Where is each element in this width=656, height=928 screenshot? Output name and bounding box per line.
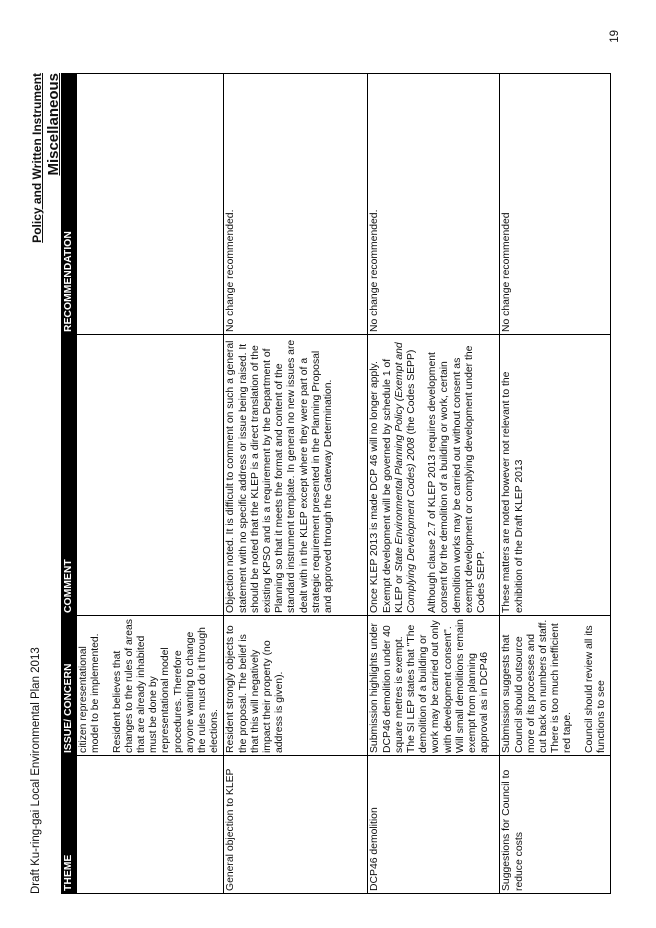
issue-cell xyxy=(368,616,500,756)
column-header-theme: THEME xyxy=(62,756,77,894)
issue-cell xyxy=(500,616,611,756)
comment-cell xyxy=(77,335,224,616)
comment-paragraph: Objection noted. It is difficult to comment on such a general statement with no specific address or issue being raised. It should be noted that the KLEP is a direct translation of the existing KPSO and is a requirement by the Department of Planning so that it meets the format and content of the standard instrument template. In general no new issues are dealt with in the KLEP except where they were part of a strategic requirement presented in the Planning Proposal and approved through the Gateway Determination. xyxy=(225,339,335,613)
issue-cell xyxy=(77,616,224,756)
recommendation-cell: No change recommended. xyxy=(368,74,500,335)
comment-paragraph xyxy=(369,337,418,613)
issue-paragraph: Submission highlights under DCP46 demolition under 40 square metres is exempt. The SI LEP states that "The demolition of a building or work may be carried out only with development consent". Will small demolitions remain exempt from planning approval as in DCP46 xyxy=(369,619,491,753)
comment-text: (the Codes SEPP) xyxy=(406,349,418,438)
issue-cell xyxy=(224,616,368,756)
theme-cell xyxy=(77,756,224,894)
comment-cell xyxy=(368,335,500,616)
issue-paragraph: Submission suggests that Council should outsource more of its processes and cut back on numbers of staff. There is too much inefficient red tape. xyxy=(501,619,574,753)
issue-paragraph: Council should review all its functions to see xyxy=(583,625,607,753)
comment-paragraph: Although clause 2.7 of KLEP 2013 requires development consent for the demolition of a building or work, certain demolition works may be carried out without consent as exempt development or complying development under the Codes SEPP. xyxy=(427,345,488,613)
page-number: 19 xyxy=(609,30,621,43)
table-row xyxy=(224,74,368,894)
comment-paragraph: These matters are noted however not relevant to the exhibition of the Draft KLEP 2013 xyxy=(501,371,525,613)
theme-cell: General objection to KLEP xyxy=(224,756,368,894)
recommendation-cell: No change recommended. xyxy=(224,74,368,335)
column-header-issue: ISSUE/ CONCERN xyxy=(62,616,77,756)
theme-cell: Suggestions for Council to reduce costs xyxy=(500,756,611,894)
issue-paragraph: citizen representational model to be implemented. xyxy=(78,633,102,753)
table-header-row xyxy=(62,74,77,894)
theme-cell: DCP46 demolition xyxy=(368,756,500,894)
column-header-recommendation: RECOMMENDATION xyxy=(62,74,77,335)
issue-paragraph: Resident strongly objects to the proposal. The belief is that this will negatively impact their property (no address is given). xyxy=(225,625,286,753)
comment-cell xyxy=(224,335,368,616)
document-subtitle: Policy and Written Instrument xyxy=(30,73,44,243)
table-row xyxy=(500,74,611,894)
document-title: Draft Ku-ring-gai Local Environmental Plan 2013 xyxy=(30,647,42,894)
comment-cell xyxy=(500,335,611,616)
table-row xyxy=(368,74,500,894)
recommendation-cell xyxy=(77,74,224,335)
table-row xyxy=(77,74,224,894)
issue-paragraph: Resident believes that changes to the rules of areas that are already inhabited must be done by representational model procedures. Therefore anyone wanting to change the rules must do it through elections. xyxy=(111,618,221,753)
column-header-comment: COMMENT xyxy=(62,335,77,616)
section-title: Miscellaneous xyxy=(45,73,62,176)
comment-text: Once KLEP 2013 is made DCP 46 will no longer apply. Exempt development will be governed by schedule 1 of KLEP or xyxy=(369,358,405,613)
recommendation-cell: No change recommended xyxy=(500,74,611,335)
comment-italic-title: State Environmental Planning Policy (Exempt and Complying Development Codes) 2008 xyxy=(393,342,418,613)
submissions-table xyxy=(61,73,611,894)
